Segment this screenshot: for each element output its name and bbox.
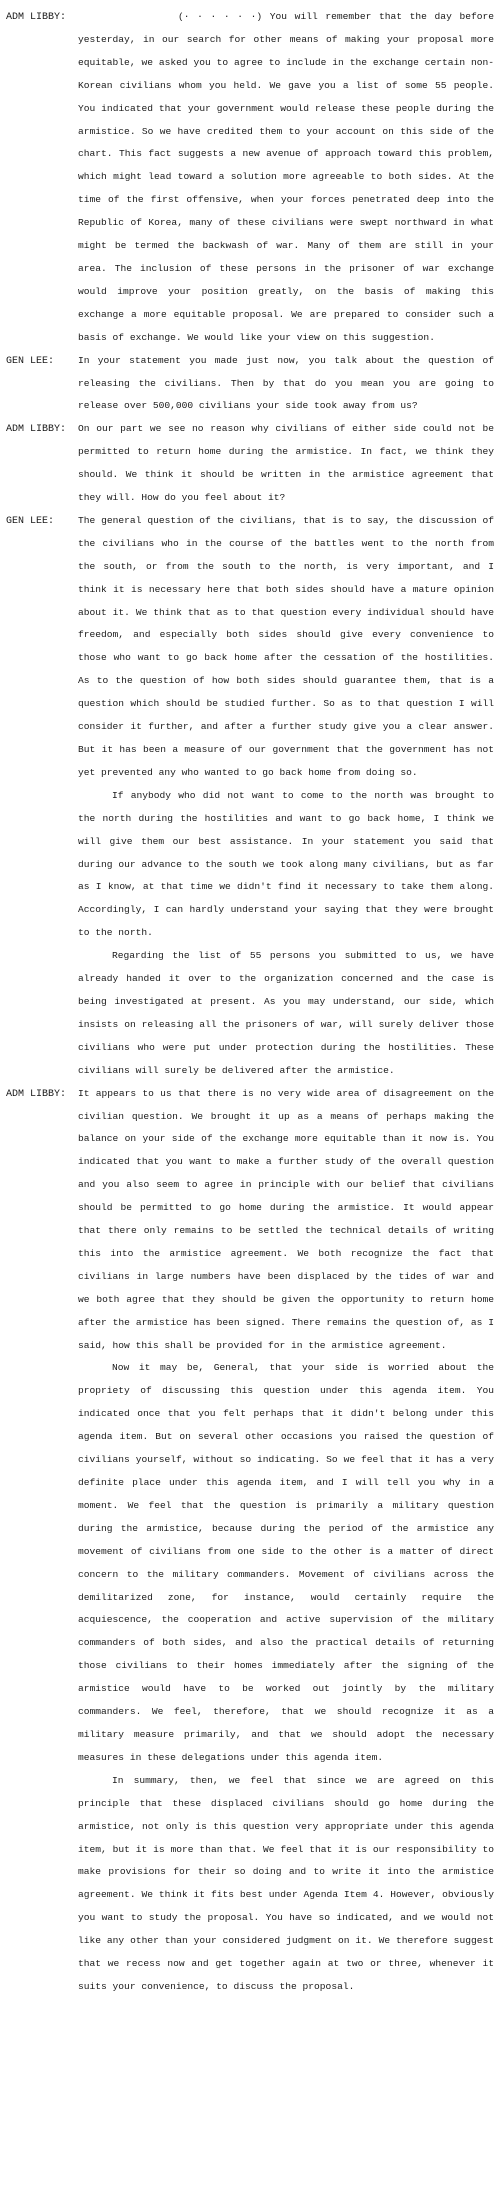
entry-body [78,6,494,350]
paragraph: Now it may be, General, that your side is worried about the propriety of discussing this question under this agenda item. You indicated once that you felt perhaps that it didn't belong under this agenda item. But on several other occasions you raised the question of civilians yourself, without so indicating. So we feel that it has a very definite place under this agenda item, and I will tell you why in a moment. We feel that the question is primarily a military question during the armistice, because during the period of the armistice any movement of civilians from one side to the other is a matter of direct concern to the military commanders. Movement of civilians across the demilitarized zone, for instance, would certainly require the acquiescence, the cooperation and active supervision of the military commanders of both sides, and also the practical details of returning those civilians to their homes immediately after the signing of the armistice would have to be worked out jointly by the military commanders. We feel, therefore, that we should recognize it as a military measure primarily, and that we should adopt the necessary measures in these delegations under this agenda item. [78,1362,494,1763]
paragraph: In summary, then, we feel that since we are agreed on this principle that these displaced civilians should go home during the armistice, not only is this question very appropriate under this agenda item, but it is more than that. We feel that it is our responsibility to make provisions for their so doing and to write it into the armistice agreement. We think it fits best under Agenda Item 4. However, obviously you want to study the proposal. You have so indicated, and we would not like any other than your considered judgment on it. We therefore suggest that we recess now and get together again at two or three, whenever it suits your convenience, to discuss the proposal. [78,1774,494,1992]
paragraph: Regarding the list of 55 persons you submitted to us, we have already handed it over to the organization concerned and the case is being investigated at present. As you may understand, our side, which insists on releasing all the prisoners of war, will surely deliver those civilians who were put under protection during the hostilities. These civilians will surely be delivered after the armistice. [78,950,494,1076]
transcript-entry [6,418,494,510]
transcript-entry [6,1083,494,1999]
transcript-entry [6,350,494,419]
entry-body [78,1083,494,1999]
speaker-label: ADM LIBBY: [6,1088,67,1100]
paragraph: On our part we see no reason why civilians of either side could not be permitted to return home during the armistice. In fact, we think they should. We think it should be written in the armistice agreement that they will. How do you feel about it? [78,423,494,504]
transcript-entry [6,6,494,350]
speaker-label: GEN LEE: [6,355,55,367]
entry-body [78,418,494,510]
speaker-label: ADM LIBBY: [6,424,67,436]
speaker-label: ADM LIBBY: [6,12,67,23]
entry-body [78,510,494,1083]
transcript-entry [6,510,494,1083]
paragraph: In your statement you made just now, you talk about the question of releasing the civilians. Then by that do you mean you are going to release over 500,000 civilians your side took away from us? [78,354,494,412]
paragraph: It appears to us that there is no very wide area of disagreement on the civilian question. We brought it up as a means of perhaps making the balance on your side of the exchange more equitable than it now is. You indicated that you want to make a further study of the overall question and you also seem to agree in principle with our belief that civilians should be permitted to go home during the armistice. It would appear that there only remains to be settled the technical details of writing this into the armistice agreement. We both recognize the fact that civilians in large numbers have been displaced by the tides of war and we both agree that they should be given the opportunity to return home after the armistice has been signed. There remains the question of, as I said, how this shall be provided for in the armistice agreement. [78,1087,494,1351]
paragraph: (· · · · · ·) You will remember that the day before yesterday, in our search for other means of making your proposal more equitable, we asked you to agree to include in the exchange certain non-Korean civilians whom you held. We gave you a list of some 55 people. You indicated that your government would release these people during the armistice. So we have credited them to your account on this side of the chart. This fact suggests a new avenue of approach toward this problem, which might lead toward a solution more agreeable to both sides. At the time of the first offensive, when your forces penetrated deep into the Republic of Korea, many of these civilians were swept northward in what might be termed the backwash of war. Many of them are still in your area. The inclusion of these persons in the prisoner of war exchange would improve your position greatly, on the basis of making this exchange a more equitable proposal. We are prepared to consider such a basis of exchange. We would like your view on this suggestion. [78,11,494,343]
paragraph: If anybody who did not want to come to the north was brought to the north during the hostilities and want to go back home, I think we will give them our best assistance. In your statement you said that during our advance to the south we took along many civilians, but as far as I know, at that time we didn't find it necessary to take them along. Accordingly, I can hardly understand your saying that they were brought to the north. [78,789,494,939]
speaker-label: GEN LEE: [6,515,55,527]
paragraph: The general question of the civilians, that is to say, the discussion of the civilians who in the course of the battles went to the north from the south, or from the south to the north, is very important, and I think it is necessary here that both sides should have a mature opinion about it. We think that as to that question every individual should have freedom, and especially both sides should give every convenience to those who want to go back home after the cessation of the hostilities. As to the question of how both sides should guarantee them, that is a question which should be studied further. So as to that question I will consider it further, and after a further study give you a clear answer. But it has been a measure of our government that the government has not yet prevented any who wanted to go back home from doing so. [78,514,494,778]
entry-body [78,350,494,419]
